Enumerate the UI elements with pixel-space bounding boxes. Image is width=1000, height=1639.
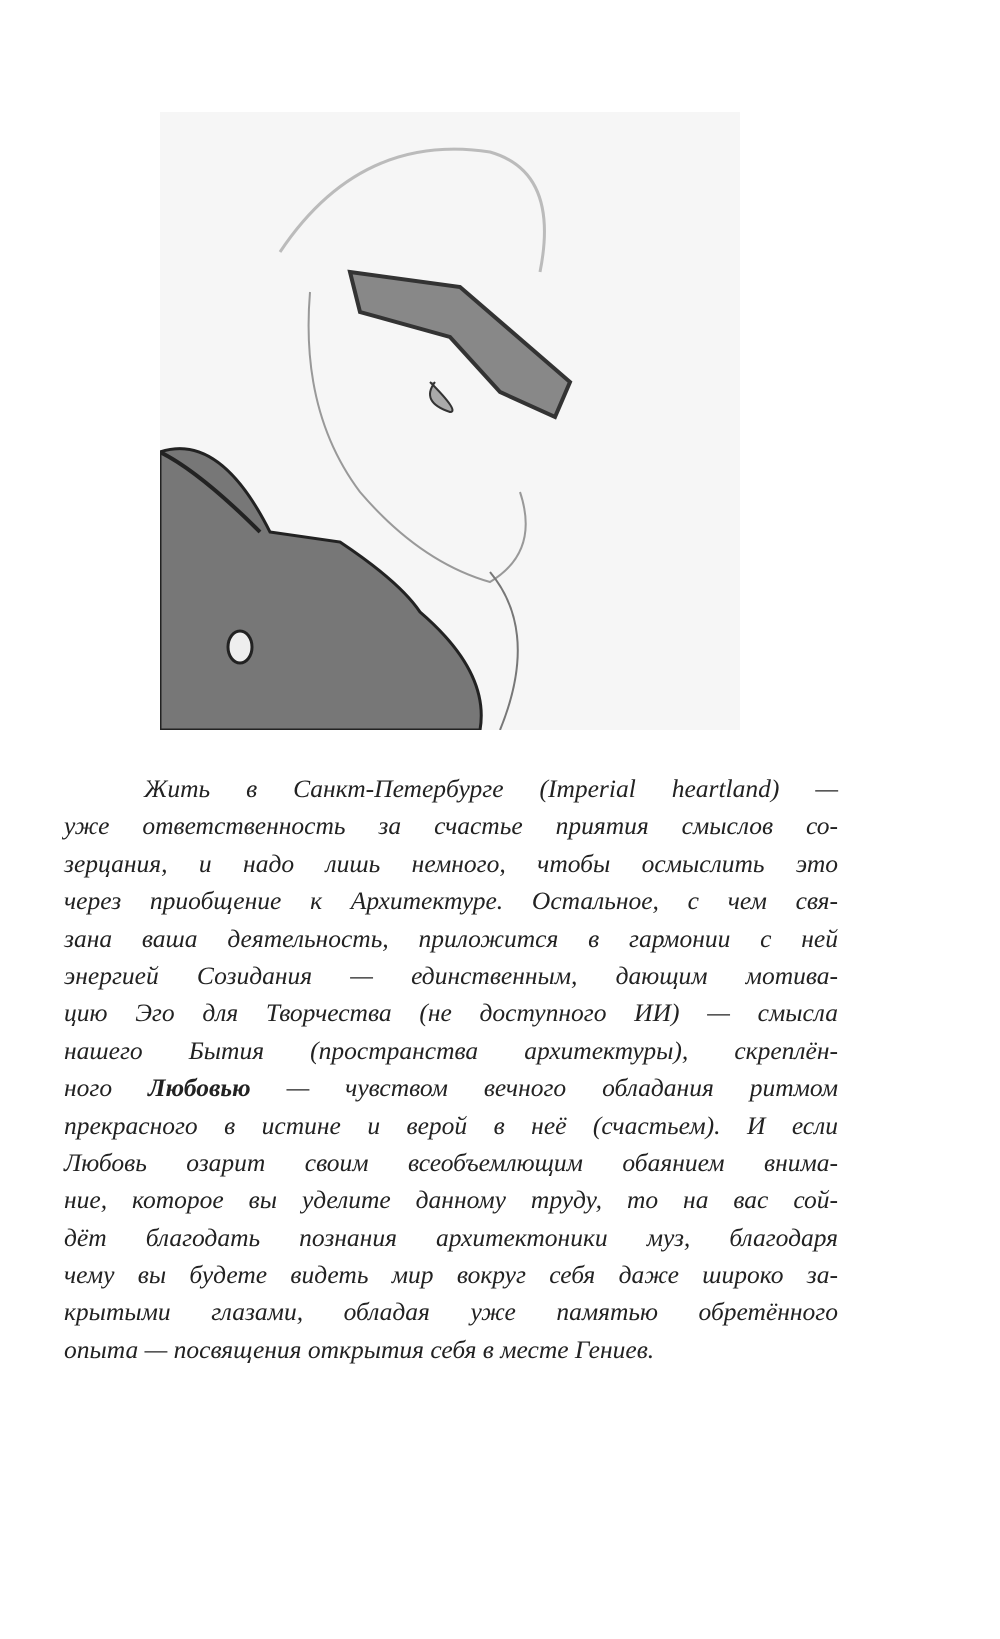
text-line: прекрасного в истине и верой в неё (счастьем). И если <box>64 1110 838 1140</box>
text-line: опыта — посвящения открытия себя в месте Гениев. <box>64 1334 655 1364</box>
text-line: зерцания, и надо лишь немного, чтобы осмыслить это <box>64 848 838 878</box>
text-line-with-bold <box>64 1069 838 1106</box>
text-line: Жить в Санкт-Петербурге (Imperial heartland) — <box>144 774 838 803</box>
text-line: через приобщение к Архитектуре. Остальное, с чем свя- <box>64 886 838 916</box>
text-line: чему вы будете видеть мир вокруг себя даже широко за- <box>64 1260 838 1290</box>
text-line: энергией Созидания — единственным, дающим мотива- <box>64 960 838 990</box>
portrait-illustration <box>160 112 740 730</box>
text-line: ние, которое вы уделите данному труду, то на вас сой- <box>64 1185 838 1215</box>
text-line: нашего Бытия (пространства архитектуры), скреплён- <box>64 1035 838 1065</box>
text-line: крытыми глазами, обладая уже памятью обретённого <box>64 1297 838 1327</box>
body-paragraph <box>64 770 838 1368</box>
text-line: зана ваша деятельность, приложится в гармонии с ней <box>64 923 838 953</box>
text-line: цию Эго для Творчества (не доступного ИИ) — смысла <box>64 998 838 1028</box>
text-line: дёт благодать познания архитектоники муз, благодаря <box>64 1222 838 1252</box>
text-segment: — чувством вечного обладания ритмом <box>250 1073 838 1103</box>
text-line: Любовь озарит своим всеобъемлющим обаянием внима- <box>64 1147 838 1177</box>
bold-word: Любовью <box>148 1073 251 1103</box>
portrait-sketch <box>160 112 740 730</box>
text-segment: ного <box>64 1073 149 1103</box>
text-line: уже ответственность за счастье приятия смыслов со- <box>64 811 838 841</box>
